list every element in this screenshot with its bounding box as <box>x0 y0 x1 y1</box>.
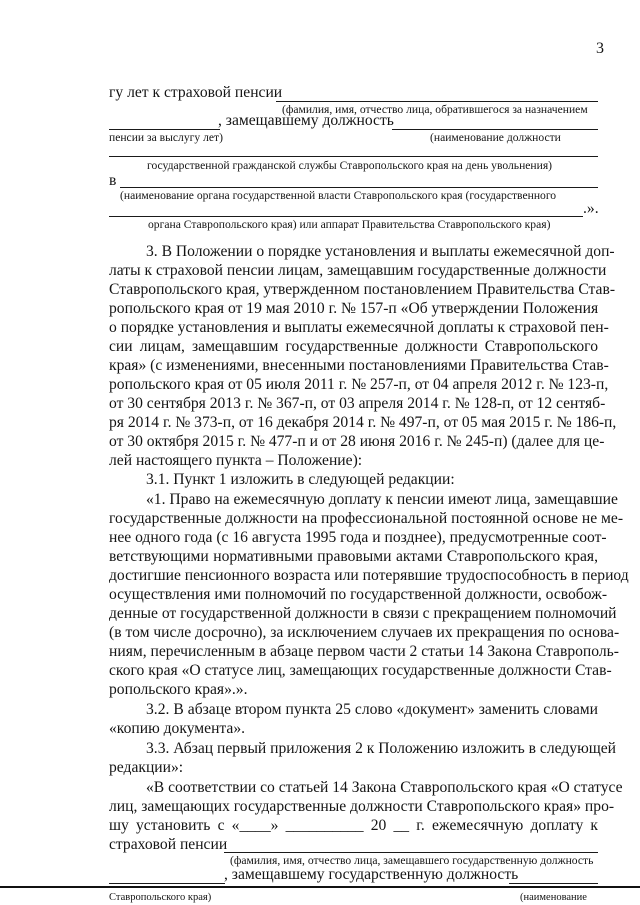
field-caption: (наименование должности <box>430 131 561 144</box>
field-caption: Ставропольского края) <box>109 892 212 903</box>
subparagraph-3-1: 3.1. Пункт 1 изложить в следующей редакции: <box>146 471 455 488</box>
text-line: от 30 октября 2015 г. № 477-п и от 28 июня 2016 г. № 245-п) (далее для це- <box>109 433 605 450</box>
blank-field <box>509 883 598 884</box>
text-line: осуществления ими полномочий по государственной должности, освобож- <box>109 586 608 603</box>
text-line: ветствующими нормативными правовыми актами Ставропольского края, <box>109 548 598 565</box>
blank-field <box>109 216 583 217</box>
blank-field <box>109 883 225 884</box>
form-line-organ: в <box>109 172 117 189</box>
field-caption: (фамилия, имя, отчество лица, обратившегося за назначением <box>282 103 588 116</box>
field-caption: органа Ставропольского края) или аппарат Правительства Ставропольского края) <box>148 218 551 231</box>
text-line: 3.2. В абзаце втором пункта 25 слово «документ» заменить словами <box>146 701 598 718</box>
text-line: ропольского края от 05 июля 2011 г. № 257-п, от 04 апреля 2012 г. № 123-п, <box>109 376 609 393</box>
text-line: от 30 сентября 2013 г. № 367-п, от 03 апреля 2014 г. № 128-п, от 12 сентяб- <box>109 395 606 412</box>
text-line: (в том числе досрочно), за исключением случаев их прекращения по основа- <box>109 624 620 641</box>
blank-field <box>120 187 598 188</box>
text-line: государственные должности на профессиональной постоянной основе не ме- <box>109 510 624 527</box>
field-caption: пенсии за выслугу лет) <box>109 131 223 144</box>
text-line: ропольского края от 19 мая 2010 г. № 157-п «Об утверждении Положения <box>109 300 599 317</box>
text-line: ниям, перечисленным в абзаце первом части 2 статьи 14 Закона Ставрополь- <box>109 643 619 660</box>
field-caption: (фамилия, имя, отчество лица, замещавшего государственную должность <box>230 854 594 867</box>
text-line: лиц, замещающих государственные должности Ставропольского края» про- <box>109 798 615 815</box>
form-line-date: шу установить с «____» __________ 20 __ г. ежемесячную доплату к <box>109 817 598 834</box>
text-line: сии лицам, замещавшим государственные должности Ставропольского <box>109 338 598 355</box>
text-line: лей настоящего пункта – Положение): <box>109 452 363 469</box>
text-line: «В соответствии со статьей 14 Закона Ставропольского края «О статусе <box>146 779 623 796</box>
text-line: денные от государственной должности в связи с прекращением полномочий <box>109 605 617 622</box>
text-line: «1. Право на ежемесячную доплату к пенсии имеют лица, замещавшие <box>146 491 618 508</box>
blank-field <box>276 101 598 102</box>
field-caption: (наименование органа государственной власти Ставропольского края (государственного <box>120 189 557 202</box>
page-number: 3 <box>596 40 604 57</box>
text-line: латы к страховой пенсии лицам, замещавшим государственные должности <box>109 262 607 279</box>
field-caption: государственной гражданской службы Ставропольского края на день увольнения) <box>147 159 553 172</box>
text-line: «копию документа». <box>109 720 246 737</box>
field-caption: (наименование <box>520 892 587 903</box>
page-bottom-edge <box>0 886 640 888</box>
text-line: Ставропольского края, утвержденном постановлением Правительства Став- <box>109 281 616 298</box>
text-line: ря 2014 г. № 373-п, от 16 декабря 2014 г. № 497-п, от 05 мая 2015 г. № 186-п, <box>109 414 617 431</box>
blank-field <box>109 129 220 130</box>
blank-field <box>109 156 598 157</box>
text-line: достигшие пенсионного возраста или потерявшие трудоспособность в период <box>109 567 629 584</box>
text-line: 3. В Положении о порядке установления и выплаты ежемесячной доп- <box>146 243 615 260</box>
form-line-pension: гу лет к страховой пенсии <box>109 84 283 101</box>
form-line-pension: страховой пенсии <box>109 836 228 853</box>
text-line: нее одного года (с 16 августа 1995 года и позднее), предусмотренные соот- <box>109 529 607 546</box>
text-line: редакции»: <box>109 759 184 776</box>
form-line-position: , замещавшему государственную должность <box>224 866 519 883</box>
form-line-position: , замещавшему должность <box>218 112 394 129</box>
blank-field <box>224 852 598 853</box>
text-line: о порядке установления и выплаты ежемесячной доплаты к страховой пен- <box>109 319 609 336</box>
text-line: края» (с изменениями, внесенными постановлениями Правительства Став- <box>109 357 609 374</box>
text-line: ского края «О статусе лиц, замещающих государственные должности Став- <box>109 662 612 679</box>
text-line: 3.3. Абзац первый приложения 2 к Положению изложить в следующей <box>146 740 617 757</box>
text-line: ропольского края».». <box>109 681 248 698</box>
form-line-end: .». <box>583 200 599 217</box>
blank-field <box>392 129 598 130</box>
